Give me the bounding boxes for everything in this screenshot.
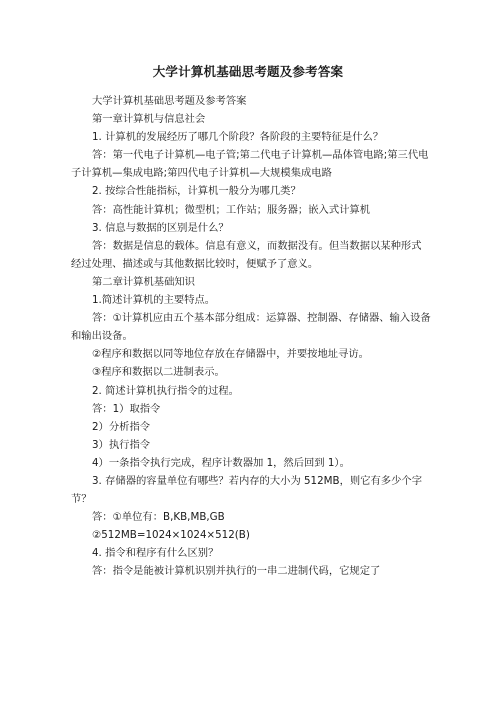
body-paragraph: 大学计算机基础思考题及参考答案 [92,95,247,107]
document-title: 大学计算机基础思考题及参考答案 [152,64,344,79]
answer: 答：①计算机应由五个基本部分组成：运算器、控制器、存储器、输入设备和输出设备。 [71,312,431,343]
answer-continuation: 3）执行指令 [92,438,151,451]
question: 2. 按综合性能指标，计算机一般分为哪几类？ [92,185,301,198]
answer-continuation: 4）一条指令执行完成，程序计数器加 1，然后回到 1）。 [92,456,350,469]
question: 3. 存储器的容量单位有哪些？若内存的大小为 512MB，则它有多少个字节？ [71,474,422,506]
question: 3. 信息与数据的区别是什么？ [92,221,229,234]
chapter-heading: 第一章计算机与信息社会 [92,113,206,126]
question: 4. 指令和程序有什么区别？ [92,547,219,560]
chapter-heading: 第二章计算机基础知识 [92,275,195,288]
answer-continuation: ②512MB=1024×1024×512(B) [92,529,250,542]
answer-continuation: ③程序和数据以二进制表示。 [92,366,225,379]
question: 1.简述计算机的主要特点。 [92,294,216,307]
question: 1. 计算机的发展经历了哪几个阶段？各阶段的主要特征是什么？ [92,131,384,144]
answer: 答：数据是信息的载体。信息有意义，而数据没有。但当数据以某种形式经过处理、描述或与其他数据比较时，便赋予了意义。 [71,239,422,270]
answer: 答：1）取指令 [92,402,161,415]
answer: 答：①单位有：B,KB,MB,GB [92,511,225,524]
answer: 答：高性能计算机；微型机；工作站；服务器；嵌入式计算机 [92,203,371,216]
question: 2. 简述计算机执行指令的过程。 [92,384,239,397]
answer-continuation: 2）分析指令 [92,420,151,433]
answer-continuation: ②程序和数据以同等地位存放在存储器中，并要按地址寻访。 [92,348,369,361]
answer: 答：第一代电子计算机—电子管;第二代电子计算机—晶体管电路;第三代电子计算机—集成电路;第四代电子计算机—大规模集成电路 [71,149,429,180]
document-body [71,92,431,581]
answer: 答：指令是能被计算机识别并执行的一串二进制代码，它规定了 [92,565,381,578]
